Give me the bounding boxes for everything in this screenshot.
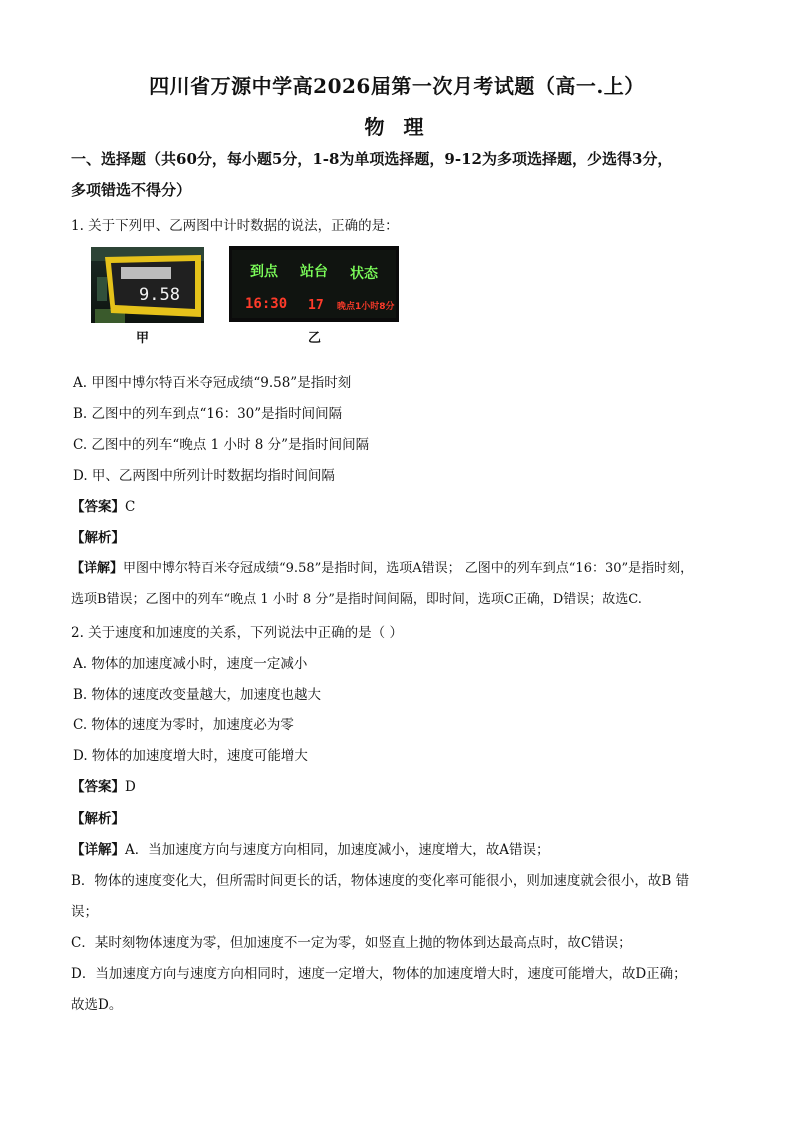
- q1-detail-line1: [71, 557, 736, 576]
- q1-option-b: B. 乙图中的列车到点“16：30”是指时间间隔: [73, 406, 343, 422]
- scoreboard-photo: [91, 247, 204, 323]
- q1-detail-text1: 甲图中博尔特百米夺冠成绩“9.58”是指时间，选项A错误； 乙图中的列车到点“16：30”是指时刻，: [123, 561, 694, 576]
- board-header-arrival: 到点: [250, 264, 278, 280]
- q1-answer: [71, 495, 736, 515]
- q2-detail-line4: C．某时刻物体速度为零，但加速度不一定为零，如竖直上抛的物体到达最高点时，故C错误；: [71, 935, 632, 951]
- board-platform-number: 17: [308, 298, 324, 313]
- q1-analysis-label: [71, 526, 736, 546]
- q1-option-a: A. 甲图中博尔特百米夺冠成绩“9.58”是指时刻: [73, 375, 352, 391]
- q1-option-d: D. 甲、乙两图中所列计时数据均指时间间隔: [73, 468, 335, 484]
- q2-answer-value: D: [125, 779, 136, 795]
- q1-detail-line2: 选项B错误；乙图中的列车“晚点 1 小时 8 分”是指时间间隔，即时间，选项C正确，D错误；故选C.: [71, 592, 642, 607]
- q1-option-c: C. 乙图中的列车“晚点 1 小时 8 分”是指时间间隔: [73, 437, 370, 453]
- q2-option-a: A. 物体的加速度减小时，速度一定减小: [73, 656, 308, 672]
- q2-detail-line3: 误；: [71, 904, 98, 920]
- q2-analysis-tag: 【解析】: [71, 811, 125, 827]
- section-instructions-line1: 一、选择题（共60分，每小题5分，1-8为单项选择题，9-12为多项选择题，少选得3分，: [71, 150, 673, 168]
- figure-yi-caption: 乙: [308, 331, 322, 346]
- q2-option-d: D. 物体的加速度增大时，速度可能增大: [73, 748, 308, 764]
- q1-stem: 1. 关于下列甲、乙两图中计时数据的说法，正确的是：: [71, 218, 399, 234]
- subject-heading: 物 理: [364, 115, 430, 139]
- q1-answer-label: 【答案】: [71, 499, 125, 515]
- scoreboard-display: 9.58: [139, 285, 180, 305]
- page-title: 四川省万源中学高2026届第一次月考试题（高一.上）: [149, 74, 645, 98]
- board-header-platform: 站台: [300, 264, 328, 280]
- q2-answer-label: 【答案】: [71, 779, 125, 795]
- q1-detail-label: 【详解】: [71, 561, 124, 576]
- q2-analysis-label: [71, 807, 736, 827]
- q2-detail-text1: A．当加速度方向与速度方向相同，加速度减小，速度增大，故A错误；: [125, 842, 550, 858]
- q2-detail-line1: [71, 838, 736, 858]
- q2-detail-line5: D．当加速度方向与速度方向相同时，速度一定增大，物体的加速度增大时，速度可能增大，故D正确；: [71, 966, 687, 982]
- board-arrival-time: 16:30: [245, 296, 288, 312]
- figure-yi-station-board: [229, 246, 399, 322]
- board-delay-status: 晚点1小时8分: [337, 302, 395, 312]
- board-header-status: 状态: [350, 266, 378, 282]
- q1-analysis-tag: 【解析】: [71, 530, 125, 546]
- q2-answer: [71, 775, 736, 795]
- station-board-photo: [229, 246, 399, 322]
- q2-detail-label: 【详解】: [71, 842, 125, 858]
- q1-answer-value: C: [125, 499, 136, 515]
- q2-detail-line6: 故选D。: [71, 997, 123, 1013]
- q2-option-c: C. 物体的速度为零时，加速度必为零: [73, 717, 294, 733]
- q2-option-b: B. 物体的速度改变量越大，加速度也越大: [73, 687, 322, 703]
- section-instructions-line2: 多项错选不得分）: [71, 181, 192, 199]
- figure-jia-caption: 甲: [136, 331, 150, 346]
- q2-detail-line2: B．物体的速度变化大，但所需时间更长的话，物体速度的变化率可能很小，则加速度就会很小，故B 错: [71, 873, 690, 889]
- figure-jia-scoreboard: [91, 247, 204, 323]
- q2-stem: 2. 关于速度和加速度的关系，下列说法中正确的是（ ）: [71, 625, 403, 641]
